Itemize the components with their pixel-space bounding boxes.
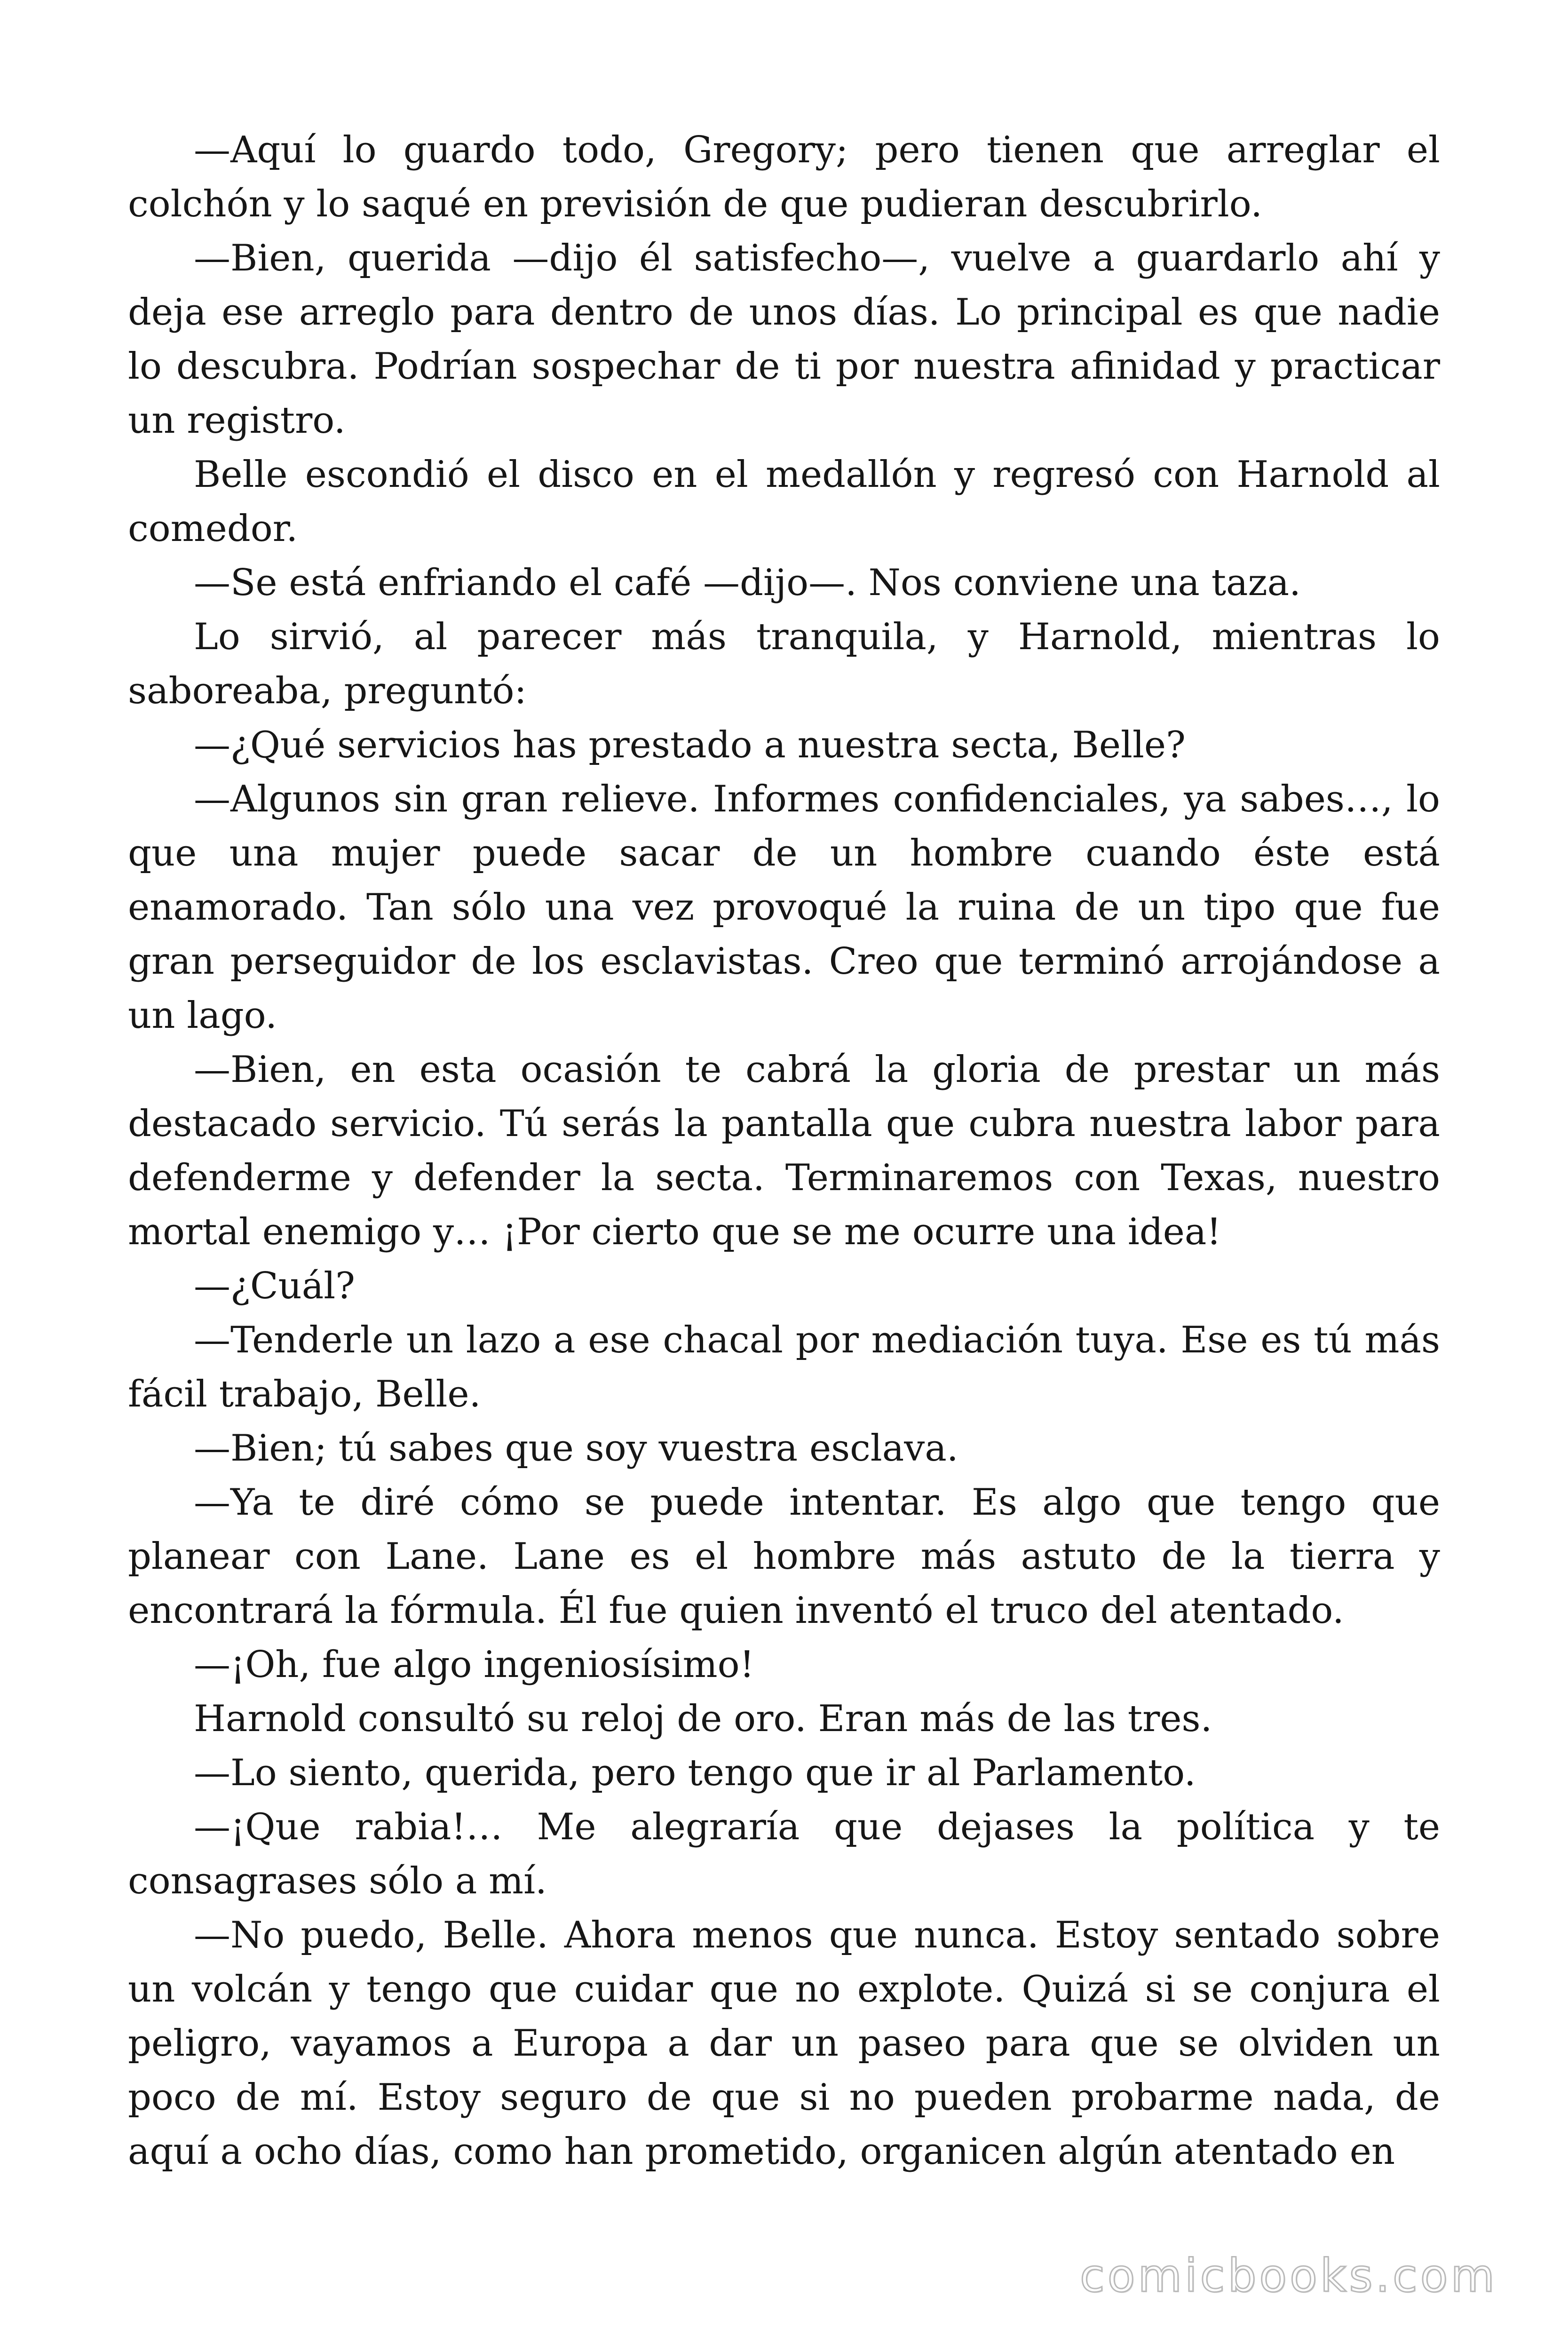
paragraph: —Bien, en esta ocasión te cabrá la gloria de prestar un más destacado servicio. Tú serás la pantalla que cubra nuestra labor para defenderme y defender la secta. Terminaremos con Texas, nuestro mortal enemigo y… ¡Por cierto que se me ocurre una idea!	[128, 1049, 1440, 1253]
page-body	[128, 123, 1440, 2179]
paragraph: —Aquí lo guardo todo, Gregory; pero tienen que arreglar el colchón y lo saqué en previsión de que pudieran descubrirlo.	[128, 129, 1440, 225]
paragraph: —Bien, querida —dijo él satisfecho—, vuelve a guardarlo ahí y deja ese arreglo para dentro de unos días. Lo principal es que nadie lo descubra. Podrían sospechar de ti por nuestra afinidad y practicar un registro.	[128, 237, 1440, 442]
paragraph: —Algunos sin gran relieve. Informes confidenciales, ya sabes…, lo que una mujer puede sacar de un hombre cuando éste está enamorado. Tan sólo una vez provoqué la ruina de un tipo que fue gran perseguidor de los esclavistas. Creo que terminó arrojándose a un lago.	[128, 778, 1440, 1037]
paragraph: —¿Cuál?	[194, 1265, 356, 1307]
paragraph: —Se está enfriando el café —dijo—. Nos conviene una taza.	[194, 562, 1301, 604]
paragraph: Lo sirvió, al parecer más tranquila, y Harnold, mientras lo saboreaba, preguntó:	[128, 616, 1440, 712]
paragraph: —Tenderle un lazo a ese chacal por mediación tuya. Ese es tú más fácil trabajo, Belle.	[128, 1319, 1440, 1415]
paragraph: —Lo siento, querida, pero tengo que ir al Parlamento.	[194, 1752, 1196, 1794]
watermark: comicbooks.com	[1079, 2249, 1497, 2302]
paragraph: —Ya te diré cómo se puede intentar. Es algo que tengo que planear con Lane. Lane es el hombre más astuto de la tierra y encontrará la fórmula. Él fue quien inventó el truco del atentado.	[128, 1481, 1440, 1632]
paragraph: Belle escondió el disco en el medallón y regresó con Harnold al comedor.	[128, 453, 1440, 550]
paragraph: —¡Que rabia!… Me alegraría que dejases la política y te consagrases sólo a mí.	[128, 1806, 1440, 1902]
paragraph: —Bien; tú sabes que soy vuestra esclava.	[194, 1427, 958, 1470]
paragraph: Harnold consultó su reloj de oro. Eran más de las tres.	[194, 1698, 1212, 1740]
paragraph: —¿Qué servicios has prestado a nuestra secta, Belle?	[194, 724, 1186, 766]
paragraph: —No puedo, Belle. Ahora menos que nunca. Estoy sentado sobre un volcán y tengo que cuidar que no explote. Quizá si se conjura el peligro, vayamos a Europa a dar un paseo para que se olviden un poco de mí. Estoy seguro de que si no pueden probarme nada, de aquí a ocho días, como han prometido, organicen algún atentado en	[128, 1914, 1440, 2173]
paragraph: —¡Oh, fue algo ingeniosísimo!	[194, 1644, 754, 1686]
